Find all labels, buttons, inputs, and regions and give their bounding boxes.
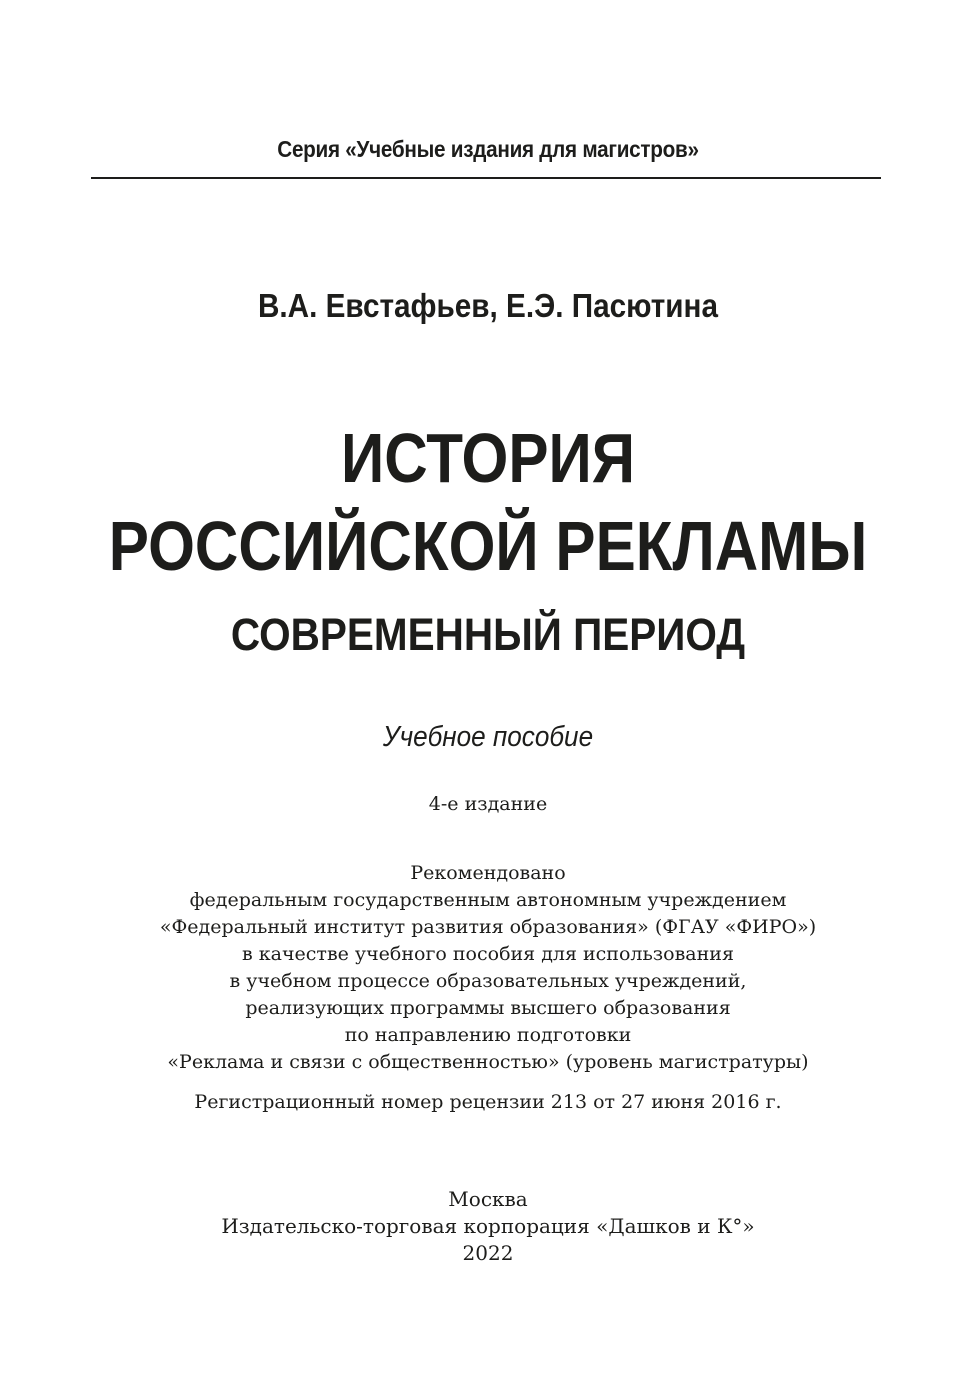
recommendation-line: Рекомендовано xyxy=(410,862,566,884)
book-subtitle: СОВРЕМЕННЫЙ ПЕРИОД xyxy=(230,609,746,660)
registration-number: Регистрационный номер рецензии 213 от 27 июня 2016 г. xyxy=(194,1091,782,1113)
series-name: Серия «Учебные издания для магистров» xyxy=(277,136,699,162)
imprint-year: 2022 xyxy=(462,1241,514,1265)
imprint-publisher: Издательско-торговая корпорация «Дашков и К°» xyxy=(221,1214,755,1238)
authors: В.А. Евстафьев, Е.Э. Пасютина xyxy=(257,287,719,324)
header-divider xyxy=(91,177,881,179)
book-title-line-2: РОССИЙСКОЙ РЕКЛАМЫ xyxy=(108,507,868,585)
recommendation-line: реализующих программы высшего образования xyxy=(245,997,731,1019)
recommendation-block xyxy=(0,860,976,1076)
edition: 4-е издание xyxy=(428,793,548,815)
recommendation-line: в учебном процессе образовательных учреждений, xyxy=(229,970,747,992)
imprint xyxy=(0,1186,976,1267)
publication-type: Учебное пособие xyxy=(382,721,594,753)
recommendation-line: в качестве учебного пособия для использования xyxy=(242,943,734,965)
recommendation-line: «Федеральный институт развития образования» (ФГАУ «ФИРО») xyxy=(159,916,817,938)
recommendation-line: федеральным государственным автономным учреждением xyxy=(189,889,787,911)
recommendation-line: «Реклама и связи с общественностью» (уровень магистратуры) xyxy=(167,1051,809,1073)
book-title-line-1: ИСТОРИЯ xyxy=(340,419,636,497)
imprint-city: Москва xyxy=(448,1187,528,1211)
recommendation-line: по направлению подготовки xyxy=(344,1024,632,1046)
